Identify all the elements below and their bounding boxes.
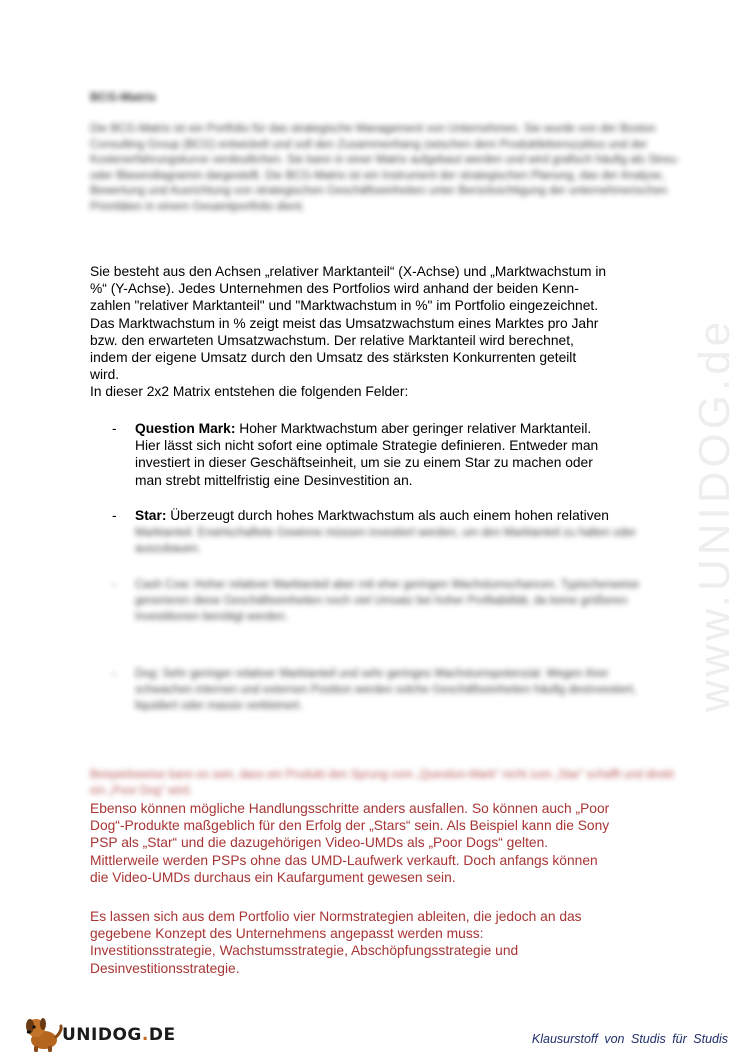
bullet-dash: - — [112, 668, 116, 680]
list-item-star — [112, 507, 672, 524]
list-item-dog-blurred — [112, 667, 652, 714]
text-line: zahlen "relativer Marktanteil" und "Marktwachstum in %" im Portfolio eingezeichnet. — [90, 298, 599, 314]
example-paragraph — [90, 800, 670, 886]
text-line: Sie besteht aus den Achsen „relativer Marktanteil“ (X-Achse) und „Marktwachstum in — [90, 264, 607, 279]
bullet-dash: - — [112, 508, 117, 523]
text-line: Dog“-Produkte maßgeblich für den Erfolg der „Stars“ sein. Als Beispiel kann die Sony — [90, 818, 610, 834]
strategies-paragraph — [90, 908, 670, 977]
text-line: Investitionsstrategie, Wachstumsstrategie, Abschöpfungsstrategie und — [90, 943, 519, 959]
list-item-question-mark — [112, 420, 672, 489]
term-question-mark: Question Mark: — [135, 421, 236, 436]
logo-wordmark: UNIDOG.DE — [62, 1025, 176, 1045]
text-line: die Video-UMDs durchaus ein Kaufargument gewesen sein. — [90, 869, 456, 885]
text-line: gegebene Konzept des Unternehmens angepasst werden muss: — [90, 926, 484, 942]
axes-paragraph — [90, 263, 665, 401]
text-line: Hoher Marktwachstum aber geringer relativer Marktanteil. — [235, 421, 592, 436]
footer-tagline: Klausurstoff von Studis für Studis — [531, 1032, 728, 1046]
star-continuation-blurred: Marktanteil. Erwirtschaftete Gewinne müssen investiert werden, um den Marktanteil zu halten oder auszubauen. — [135, 527, 637, 555]
text-line: Das Marktwachstum in % zeigt meist das Umsatzwachstum eines Marktes pro Jahr — [90, 315, 599, 331]
text-line: indem der eigene Umsatz durch den Umsatz des stärksten Konkurrenten geteilt — [90, 350, 577, 366]
text-line: man strebt mittelfristig eine Desinvestition an. — [135, 472, 413, 488]
dog-text: Dog: Sehr geringer relativer Marktanteil und sehr geringes Wachstumspotenzial. Wegen ihrer schwachen internen und externen Position werden solche Geschäftseinheiten häufig desinvestiert, liquidiert oder massiv verkleinert. — [135, 668, 637, 712]
text-line: Ebenso können mögliche Handlungsschritte anders ausfallen. So können auch „Poor — [90, 801, 610, 816]
text-line: wird. — [90, 367, 120, 383]
example-paragraph-blurred: Beispielsweise kann es sein, dass ein Produkt den Sprung vom „Question-Mark“ nicht zum „Star“ schafft und direkt ein „Poor Dog“ wird. — [90, 769, 675, 797]
text-line: investiert in dieser Geschäftseinheit, um sie zu einem Star zu machen oder — [135, 455, 593, 471]
intro-paragraph-blurred: Die BCG-Matrix ist ein Portfolio für das strategische Management von Unternehmen. Sie wurde von der Boston Consulting Group (BCG) entwickelt und soll den Zusammenhang zwischen dem Produktlebenszyklus und der Kostenerfahrungskurve verdeutlichen. Sie kann in einer Matrix aufgebaut werden und wird grafisch häufig als Streu- oder Blasendiagramm dargestellt. Die BCG-Matrix ist ein Instrument der strategischen Planung, das der Analyse, Bewertung und Ausrichtung von strategischen Geschäftseinheiten unter Berücksichtigung der unternehmerischen Prioritäten in einem Gesamtportfolio dient. — [90, 123, 680, 213]
text-line: Hier lässt sich nicht sofort eine optimale Strategie definieren. Entweder man — [135, 438, 599, 454]
text-line: Es lassen sich aus dem Portfolio vier Normstrategien ableiten, die jedoch an das — [90, 909, 582, 924]
page-title: BCG-Matrix — [90, 90, 157, 104]
bullet-dash: - — [112, 579, 116, 591]
text-line: Überzeugt durch hohes Marktwachstum als auch einem hohen relativen — [166, 508, 609, 523]
unidog-logo[interactable] — [22, 1013, 176, 1053]
list-item-cash-cow-blurred — [112, 578, 652, 625]
dog-mascot-icon — [22, 1013, 64, 1053]
text-line: Mittlerweile werden PSPs ohne das UMD-Laufwerk verkauft. Doch anfangs können — [90, 852, 598, 868]
watermark — [690, 280, 739, 750]
text-line: bzw. den erwarteten Umsatzwachstum. Der relative Marktanteil wird berechnet, — [90, 332, 574, 348]
text-line: Desinvestitionsstrategie. — [90, 960, 240, 976]
text-line: %“ (Y-Achse). Jedes Unternehmen des Portfolios wird anhand der beiden Kenn- — [90, 281, 579, 297]
term-star: Star: — [135, 508, 167, 523]
bullet-dash: - — [112, 421, 117, 436]
watermark-text: www.UNIDOG.de — [690, 317, 739, 713]
text-line: In dieser 2x2 Matrix entstehen die folgenden Felder: — [90, 384, 409, 400]
text-line: PSP als „Star“ und die dazugehörigen Video-UMDs als „Poor Dogs“ gelten. — [90, 835, 549, 851]
cash-cow-text: Cash Cow: Hoher relativer Marktanteil aber mit eher geringen Wachstumschancen. Typischerweise generieren diese Geschäftseinheiten noch viel Umsatz bei hoher Profitabilität, da keine größeren Investitionen benötigt werden. — [135, 579, 640, 623]
